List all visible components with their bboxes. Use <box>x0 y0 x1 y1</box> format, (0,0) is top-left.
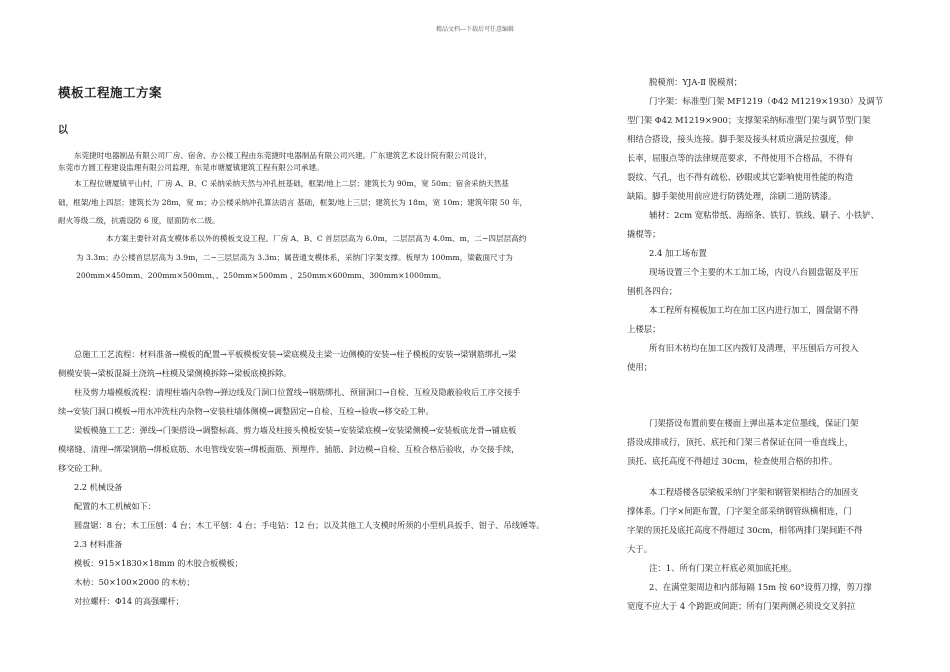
material-timber: 木枋：50×100×2000 的木枋； <box>74 577 195 587</box>
machinery-intro: 配置的木工机械如下： <box>74 501 156 511</box>
page-header: 精品文档---下载后可任意编辑 <box>435 26 515 33</box>
right-material-line-16: 使用； <box>627 362 653 372</box>
right-material-line-8: 辅材：2cm 宽粘带纸、海绵条、铁钉、铁线、刷子、小铁铲、 <box>649 210 879 220</box>
right-material-line-4: 相结合搭设，接头连接。脚手架及接头材质应满足拉强度，伸 <box>627 134 854 144</box>
right-material-line-11: 现场设置三个主要的木工加工场，内设八台圆盘锯及平压 <box>649 267 859 277</box>
beam-line-4: 大于。 <box>627 544 653 554</box>
process-line-5: 梁板模施工工艺：弹线→门架搭设→调整标高、剪力墙及柱接头模板安装→安装梁底模→安装梁侧模→安装板底龙骨→铺底板 <box>74 425 517 435</box>
beam-note-3: 宽度不应大于 4 个跨距或间距；所有门架两侧必须设交叉斜拉 <box>627 601 856 611</box>
intro-line-2: 东莞市方圆工程建设监理有限公司监理，东莞市塘厦镇建筑工程有限公司承建。 <box>58 163 324 172</box>
process-line-4: 续→安装门洞口模板→用水冲洗柱内杂物→安装柱墙体侧模→调整固定→自检、互检→验收→移交砼工种。 <box>58 406 434 416</box>
intro-line-5: 耐火等级二级，抗震设防 6 度，屋面防水二级。 <box>58 216 220 225</box>
beam-line-3: 字架的顶托及底托高度不得超过 30cm，相邻两排门架间距不得 <box>627 525 863 535</box>
right-material-line-14: 上楼层； <box>627 324 661 334</box>
plan-line-1: 本方案主要针对高支模体系以外的模板支设工程。厂房 A、B、C 首层层高为 6.0m，二层层高为 4.0m、m，二~四层层高约 <box>106 234 527 243</box>
right-material-line-12: 刨机各四台； <box>627 286 678 296</box>
right-material-line-2: 门字架：标准型门架 MF1219（Φ42 M1219×1930）及调节 <box>649 96 884 106</box>
right-material-line-13: 本工程所有模板加工均在加工区内进行加工，圆盘锯不得 <box>649 305 859 315</box>
right-material-line-5: 长率，屈服点等的法律规范要求，不得使用不合格品，不得有 <box>627 153 854 163</box>
section-2-3-heading: 2.3 材料准备 <box>74 539 123 549</box>
frame-line-3: 顶托、底托高度不得超过 30cm，检查使用合格的扣件。 <box>627 456 838 466</box>
section-2-4-heading: 2.4 加工场布置 <box>649 248 707 258</box>
plan-line-3: 200mm×450mm、200mm×500mm、、250mm×500mm 、250mm×600mm、300mm×1000mm。 <box>76 271 446 280</box>
beam-note-1: 注：1、所有门架立杆底必须加底托座。 <box>649 563 797 573</box>
right-material-line-9: 撬棍等； <box>627 229 661 239</box>
process-line-3: 柱及剪力墙模板流程：清理柱墙内杂物→弹边线及门洞口位置线→钢筋绑扎、预留洞口→自检、互检及隐蔽验收后工序交接手 <box>74 387 521 397</box>
right-material-line-6: 裂纹、气孔，也不得有疏松、砂眼或其它影响使用性能的构造 <box>627 172 854 182</box>
plan-line-2: 为 3.3m；办公楼首层层高为 3.9m，二~三层层高为 3.3m；属普通支模体系，采纳门字架支撑。板厚为 100mm，梁截面尺寸为 <box>76 253 513 262</box>
process-line-2: 侧模安装→梁板混凝土浇筑→柱模及梁侧模拆除→梁板底模拆除。 <box>58 368 292 378</box>
right-material-line-1: 脱模剂：YJA-Ⅱ 脱模剂； <box>649 77 743 87</box>
right-material-line-3: 型门架 Φ42 M1219×900；支撑架采纳标准型门架与调节型门架 <box>627 115 871 125</box>
intro-line-1: 东莞捷时电器制品有限公司厂房、宿舍、办公楼工程由东莞捷时电器制品有限公司兴建。广东建筑艺术设计院有限公司设计， <box>74 151 492 160</box>
frame-line-1: 门架搭设布置前要在楼面上弹出基本定位墨线，保证门架 <box>649 418 859 428</box>
material-formwork: 模板：915×1830×18mm 的木胶合板模板； <box>74 558 243 568</box>
right-material-line-7: 缺陷。脚手架使用前应进行防锈处理，涂刷二道防锈漆。 <box>627 191 837 201</box>
beam-line-2: 撑体系。门字×间距布置，门字架全部采纳钢管纵横相连，门 <box>627 506 852 516</box>
frame-line-2: 搭设成排成行，顶托、底托和门架三者保证在同一垂直线上， <box>627 437 854 447</box>
beam-line-1: 本工程塔楼各层梁板采纳门字架和钢管架相结合的加固支 <box>649 487 859 497</box>
process-line-1: 总施工工艺流程：材料准备→模板的配置→平板模板安装→梁底模及主梁一边侧模的安装→柱子模板的安装→梁钢筋绑扎→梁 <box>74 349 517 359</box>
section-2-2-heading: 2.2 机械设备 <box>74 482 123 492</box>
right-material-line-15: 所有旧木枋均在加工区内拨钉及清理，平压刨后方可投入 <box>649 343 859 353</box>
process-line-7: 移交砼工种。 <box>58 463 108 473</box>
section-marker: 以 <box>58 125 68 136</box>
process-line-6: 模堵缝、清理→绑梁钢筋→绑板底筋、水电管线安装→绑板面筋、预埋件、插筋、封边模→自检、互检合格后验收，办交接手续， <box>58 444 520 454</box>
intro-line-4: 础，框架/地上四层；建筑长为 28m，宽 m；办公楼采纳冲孔算法语言 基础，框架/地上三层；建筑长为 18m，宽 10m；建筑年限 50 年， <box>58 198 528 207</box>
material-tie-bolt: 对拉螺杆：Φ14 的高强螺杆； <box>74 596 184 606</box>
beam-note-2: 2、在满堂架周边和内部每隔 15m 按 60°设剪刀撑，剪刀撑 <box>649 582 872 592</box>
document-title: 模板工程施工方案 <box>58 85 163 100</box>
machinery-list: 圆盘锯：8 台；木工压刨：4 台；木工平刨：4 台；手电钻：12 台；以及其他工人支模时所须的小型机具扳手、钳子、吊线锤等。 <box>74 520 545 530</box>
intro-line-3: 本工程位塘厦镇平山村，厂房 A、B、C 采纳采纳天然与冲孔桩基础，框架/地上二层；建筑长为 90m，宽 50m；宿舍采纳天然基 <box>74 179 509 188</box>
